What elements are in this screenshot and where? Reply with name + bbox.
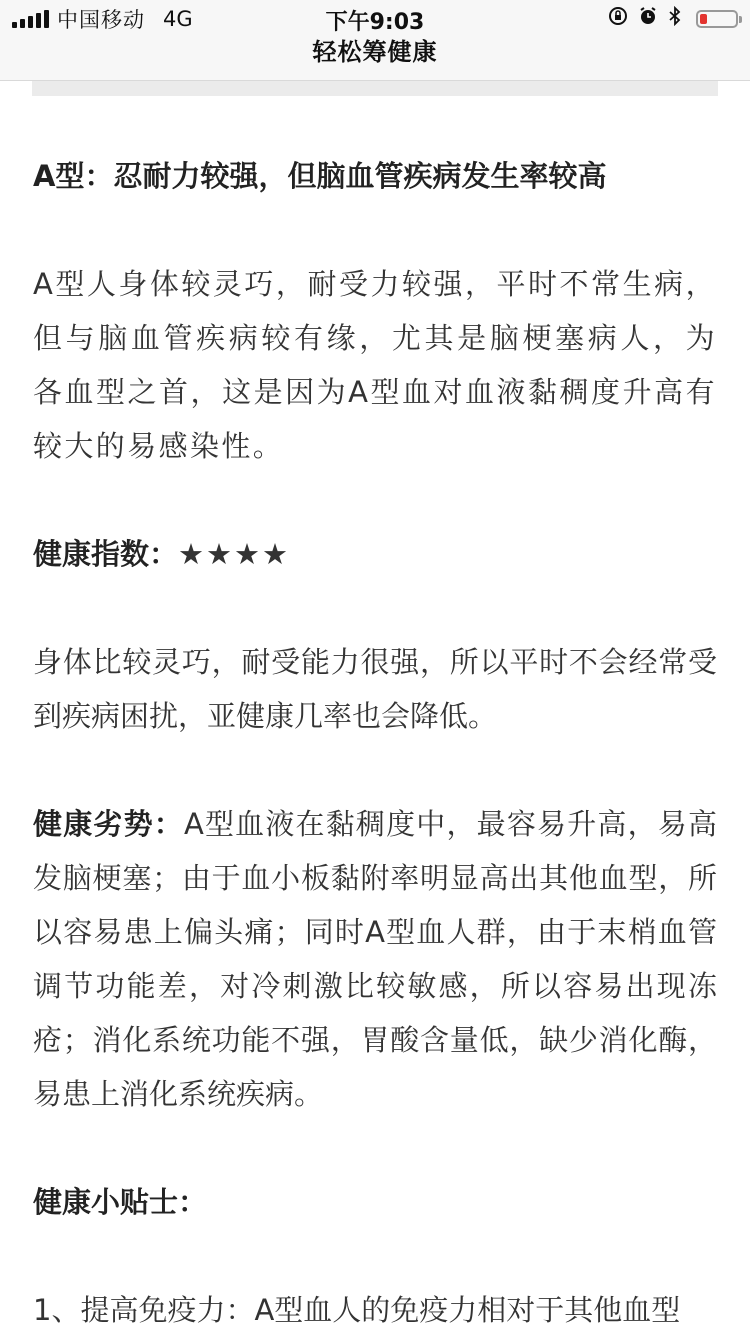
health-index-label: 健康指数： xyxy=(33,537,179,571)
tip-item-1: 1、提高免疫力：A型血人的免疫力相对于其他血型 xyxy=(33,1293,681,1327)
weakness-text: A型血液在黏稠度中，最容易升高，易高发脑梗塞；由于血小板黏附率明显高出其他血型，所以容易患上偏头痛；同时A型血人群，由于末梢血管调节功能差，对冷刺激比较敏感，所以容易出现冻疮；消化系统功能不强，胃酸含量低，缺少消化酶，易患上消化系统疾病。 xyxy=(33,807,717,1111)
battery-level xyxy=(700,14,707,24)
top-divider-bar xyxy=(32,81,718,96)
bluetooth-icon xyxy=(668,6,682,32)
health-index-line xyxy=(33,527,717,581)
article-content xyxy=(33,96,717,1337)
intro-paragraph: A型人身体较灵巧，耐受力较强，平时不常生病，但与脑血管疾病较有缘，尤其是脑梗塞病人，为各血型之首，这是因为A型血对血液黏稠度升高有较大的易感染性。 xyxy=(33,267,717,463)
nav-bar xyxy=(0,36,750,81)
alarm-icon xyxy=(638,6,658,32)
section-heading: A型：忍耐力较强，但脑血管疾病发生率较高 xyxy=(33,159,607,193)
weakness-paragraph xyxy=(33,797,717,1121)
tips-label: 健康小贴士： xyxy=(33,1185,208,1219)
carrier-name: 中国移动 xyxy=(57,8,145,32)
orientation-lock-icon xyxy=(608,6,628,32)
weakness-label: 健康劣势： xyxy=(33,807,184,841)
status-time: 下午9:03 xyxy=(325,10,425,35)
page-title: 轻松筹健康 xyxy=(312,38,438,66)
status-bar xyxy=(0,0,750,36)
health-description: 身体比较灵巧，耐受能力很强，所以平时不会经常受到疾病困扰，亚健康几率也会降低。 xyxy=(33,645,717,733)
network-type: 4G xyxy=(163,7,193,31)
battery-icon xyxy=(696,10,738,28)
rating-stars: ★★★★ xyxy=(178,537,291,571)
status-right xyxy=(608,6,738,32)
